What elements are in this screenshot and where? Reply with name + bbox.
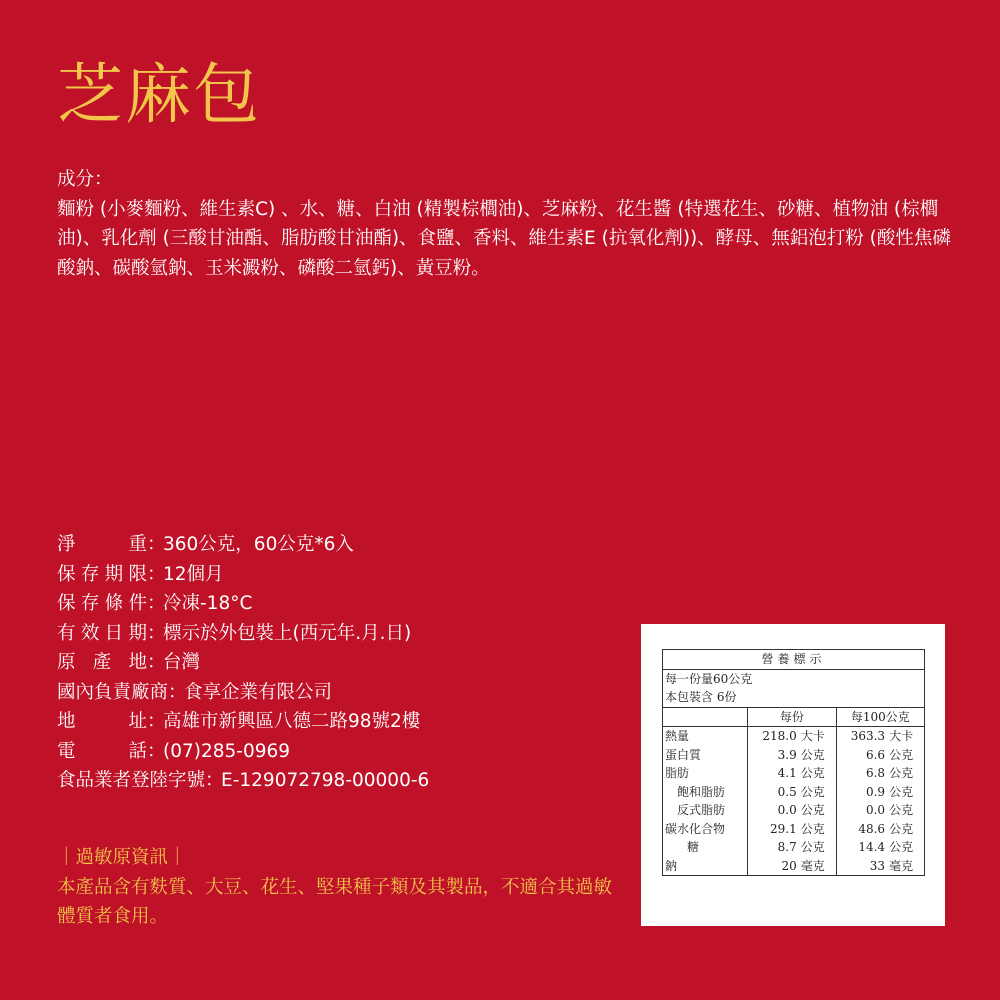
ingredients-label: 成分： <box>57 169 113 190</box>
spec-label: 原產地 <box>57 652 147 673</box>
spec-row-origin: 原產地 ： 台灣 <box>57 648 657 678</box>
spec-value: E-129072798-00000-6 <box>221 770 430 791</box>
nutrition-row: 脂肪 4.1 公克 6.8 公克 <box>663 764 925 783</box>
nutrition-row: 飽和脂肪 0.5 公克 0.9 公克 <box>663 783 925 802</box>
spec-row-phone: 電話 ： (07)285-0969 <box>57 737 657 767</box>
spec-value: 高雄市新興區八德二路98號2樓 <box>163 711 421 732</box>
product-specs <box>57 530 657 796</box>
nutrition-title: 營養標示 <box>663 650 925 670</box>
product-title: 芝麻包 <box>57 56 261 133</box>
spec-label: 國內負責廠商 <box>57 681 169 703</box>
col-header-per-serving: 每份 <box>748 707 836 727</box>
spec-value: (07)285-0969 <box>163 740 291 762</box>
nutrition-row: 熱量 218.0 大卡 363.3 大卡 <box>663 727 925 746</box>
spec-label: 食品業者登陸字號 <box>57 770 206 791</box>
spec-value: 360公克，60公克*6入 <box>163 534 354 555</box>
spec-label: 地址 <box>57 711 147 732</box>
nutrition-row: 反式脂肪 0.0 公克 0.0 公克 <box>663 801 925 820</box>
col-header-per-100g: 每100公克 <box>850 709 910 724</box>
ingredients-text: 麵粉 (小麥麵粉、維生素C) 、水、糖、白油 (精製棕櫚油)、芝麻粉、花生醬 (特選花生、砂糖、植物油 (棕櫚油)、乳化劑 (三酸甘油酯、脂肪酸甘油酯)、食鹽、香料、維生素E (抗氧化劑))、酵母、無鋁泡打粉 (酸性焦磷酸鈉、碳酸氫鈉、玉米澱粉、磷酸二氫鈣)、黃豆粉。 <box>57 198 951 279</box>
spec-label: 保存條件 <box>57 593 147 614</box>
spec-value: 台灣 <box>163 652 201 673</box>
spec-row-storage: 保存條件 ： 冷凍-18°C <box>57 589 657 619</box>
spec-label: 保存期限 <box>57 563 147 585</box>
allergen-section <box>57 843 617 932</box>
spec-value: 冷凍-18°C <box>163 593 253 614</box>
spec-label: 有效日期 <box>57 622 147 644</box>
nutrition-label-panel <box>641 624 945 926</box>
spec-row-net-weight: 淨重 ： 360公克，60公克*6入 <box>57 530 657 560</box>
spec-row-expiry: 有效日期 ： 標示於外包裝上(西元年.月.日) <box>57 619 657 649</box>
spec-value: 標示於外包裝上(西元年.月.日) <box>163 622 412 644</box>
spec-label: 電話 <box>57 740 147 762</box>
nutrition-row: 鈉 20 毫克 33 毫克 <box>663 857 925 876</box>
nutrition-row: 碳水化合物 29.1 公克 48.6 公克 <box>663 820 925 839</box>
spec-row-shelf-life: 保存期限 ： 12個月 <box>57 560 657 590</box>
spec-value: 食享企業有限公司 <box>184 681 333 703</box>
allergen-heading: ｜過敏原資訊｜ <box>57 847 187 868</box>
nutrition-row: 蛋白質 3.9 公克 6.6 公克 <box>663 746 925 765</box>
nutrition-row: 糖 8.7 公克 14.4 公克 <box>663 838 925 857</box>
spec-row-registration: 食品業者登陸字號 ： E-129072798-00000-6 <box>57 766 657 796</box>
nutrition-table <box>662 649 925 876</box>
allergen-text: 本產品含有麩質、大豆、花生、堅果種子類及其製品，不適合其過敏體質者食用。 <box>57 876 613 927</box>
spec-label: 淨重 <box>57 534 147 555</box>
spec-value: 12個月 <box>163 563 224 585</box>
serving-size: 每一份量60公克 <box>665 671 753 686</box>
spec-row-address: 地址 ： 高雄市新興區八德二路98號2樓 <box>57 707 657 737</box>
servings-per-package: 本包裝含 6份 <box>663 688 925 707</box>
spec-row-company: 國內負責廠商 ： 食享企業有限公司 <box>57 678 657 708</box>
ingredients-section <box>57 165 952 283</box>
